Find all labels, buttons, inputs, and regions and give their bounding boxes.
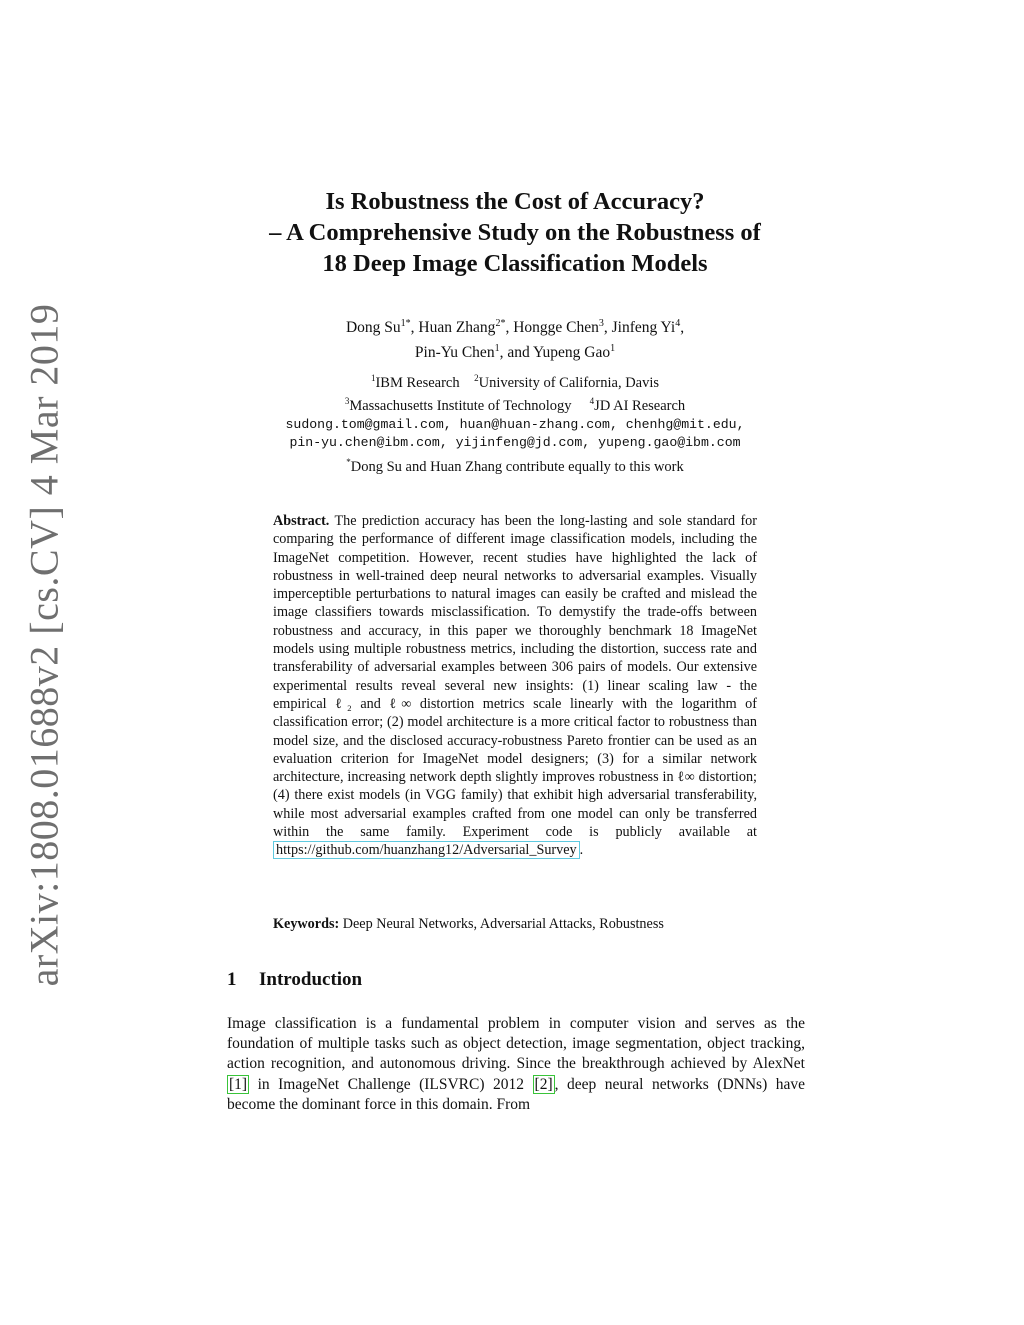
affiliation-name: Massachusetts Institute of Technology [349, 398, 572, 415]
affiliation-name: University of California, Davis [478, 374, 660, 391]
author-superscript: 3 [598, 318, 604, 329]
equal-note-marker: * [346, 456, 351, 467]
citation-link-1[interactable]: [1] [229, 1075, 248, 1093]
author-superscript: 1 [610, 343, 616, 355]
title-line-2: – A Comprehensive Study on the Robustness of [269, 219, 761, 246]
abstract-end: . [579, 842, 584, 859]
section-heading [227, 969, 362, 991]
citation-link-2[interactable]: [2] [534, 1075, 553, 1093]
email-line-2: pin-yu.chen@ibm.com, yijinfeng@jd.com, yupeng.gao@ibm.com [289, 435, 741, 451]
author-name: Huan Zhang [418, 319, 496, 337]
author-name: Pin-Yu Chen [414, 344, 495, 362]
code-repository-link[interactable]: https://github.com/huanzhang12/Adversarial_Survey [273, 841, 580, 859]
section-title: Introduction [259, 969, 363, 990]
title-line-3: 18 Deep Image Classification Models [322, 250, 708, 277]
affiliation-superscript: 4 [589, 396, 595, 407]
introduction-paragraph [227, 1014, 805, 1115]
equal-note-text: Dong Su and Huan Zhang contribute equally to this work [350, 458, 684, 475]
title-line-1: Is Robustness the Cost of Accuracy? [325, 188, 705, 215]
author-name: Dong Su [345, 319, 401, 337]
email-line-1: sudong.tom@gmail.com, huan@huan-zhang.com, chenhg@mit.edu, [285, 416, 745, 432]
author-name: Hongge Chen [513, 319, 599, 337]
paper-title [200, 186, 830, 279]
intro-text: in ImageNet Challenge (ILSVRC) 2012 [257, 1075, 525, 1093]
affiliation-name: JD AI Research [594, 398, 686, 415]
abstract-label: Abstract. [273, 513, 330, 529]
abstract [273, 512, 757, 860]
arxiv-identifier-text: arXiv:1808.01688v2 [cs.CV] 4 Mar 2019 [21, 303, 67, 987]
keywords [273, 916, 757, 933]
affiliation-superscript: 1 [370, 373, 376, 383]
author-superscript: 4 [675, 318, 681, 329]
intro-text: , deep neural networks (DNNs) have become the dominant force in this domain. From [227, 1075, 805, 1113]
author-superscript: 1* [400, 318, 411, 329]
author-superscript: 1 [494, 343, 500, 355]
equal-contribution-note [200, 453, 830, 476]
keywords-label: Keywords: [273, 916, 340, 932]
keywords-text: Deep Neural Networks, Adversarial Attacks, Robustness [342, 916, 664, 932]
affiliation-superscript: 3 [344, 396, 350, 407]
affiliation-block [200, 369, 830, 476]
affiliation-name: IBM Research [375, 374, 460, 391]
author-superscript: 2* [495, 318, 506, 329]
section-number: 1 [227, 969, 237, 990]
author-name: Jinfeng Yi [611, 319, 676, 337]
author-list: Dong $Su^{1*}$, Huan Zhang$^{2*}$, Hongge Chen$^3$, Jinfeng Yi$^4$, Pin-Yu Chen$^1$, and Yupeng Gao$^1$ [345, 318, 685, 362]
arxiv-identifier-stamp [18, 303, 70, 987]
intro-text: Image classification is a fundamental problem in computer vision and serves as the foundation of multiple tasks such as object detection, image segmentation, object tracking, action recognition, and autonomous driving. Since the breakthrough achieved by AlexNet [227, 1015, 805, 1073]
affiliation-line-2 [200, 392, 830, 415]
affiliation-superscript: 2 [474, 373, 479, 383]
abstract-text: The prediction accuracy has been the long-lasting and sole standard for comparing the performance of different image classification models, including the ImageNet competition. However, recent studies have highlighted the lack of robustness in well-trained deep neural networks to adversarial examples. Visually imperceptible perturbations to natural images can easily be crafted and mislead the image classifiers towards misclassification. To demystify the trade-offs between robustness and accuracy, in this paper we thoroughly benchmark 18 ImageNet models using multiple robustness metrics, including the distortion, success rate and transferability of adversarial examples between 306 pairs of models. Our extensive experimental results reveal several new insights: (1) linear scaling law - the empirical ℓ₂ and ℓ∞ distortion metrics scale linearly with the logarithm of classification error; (2) model architecture is a more critical factor to robustness than model size, and the disclosed accuracy-robustness Pareto frontier can be used as an evaluation criterion for ImageNet model designers; (3) for a similar network architecture, increasing network depth slightly improves robustness in ℓ∞ distortion; (4) there exist models (in VGG family) that exhibit high adversarial transferability, while most adversarial examples crafted from one model can only be transferred within the same family. Experiment code is publicly available at [273, 513, 757, 841]
author-name: Yupeng Gao [533, 344, 611, 362]
affiliation-line-1 [200, 369, 830, 392]
